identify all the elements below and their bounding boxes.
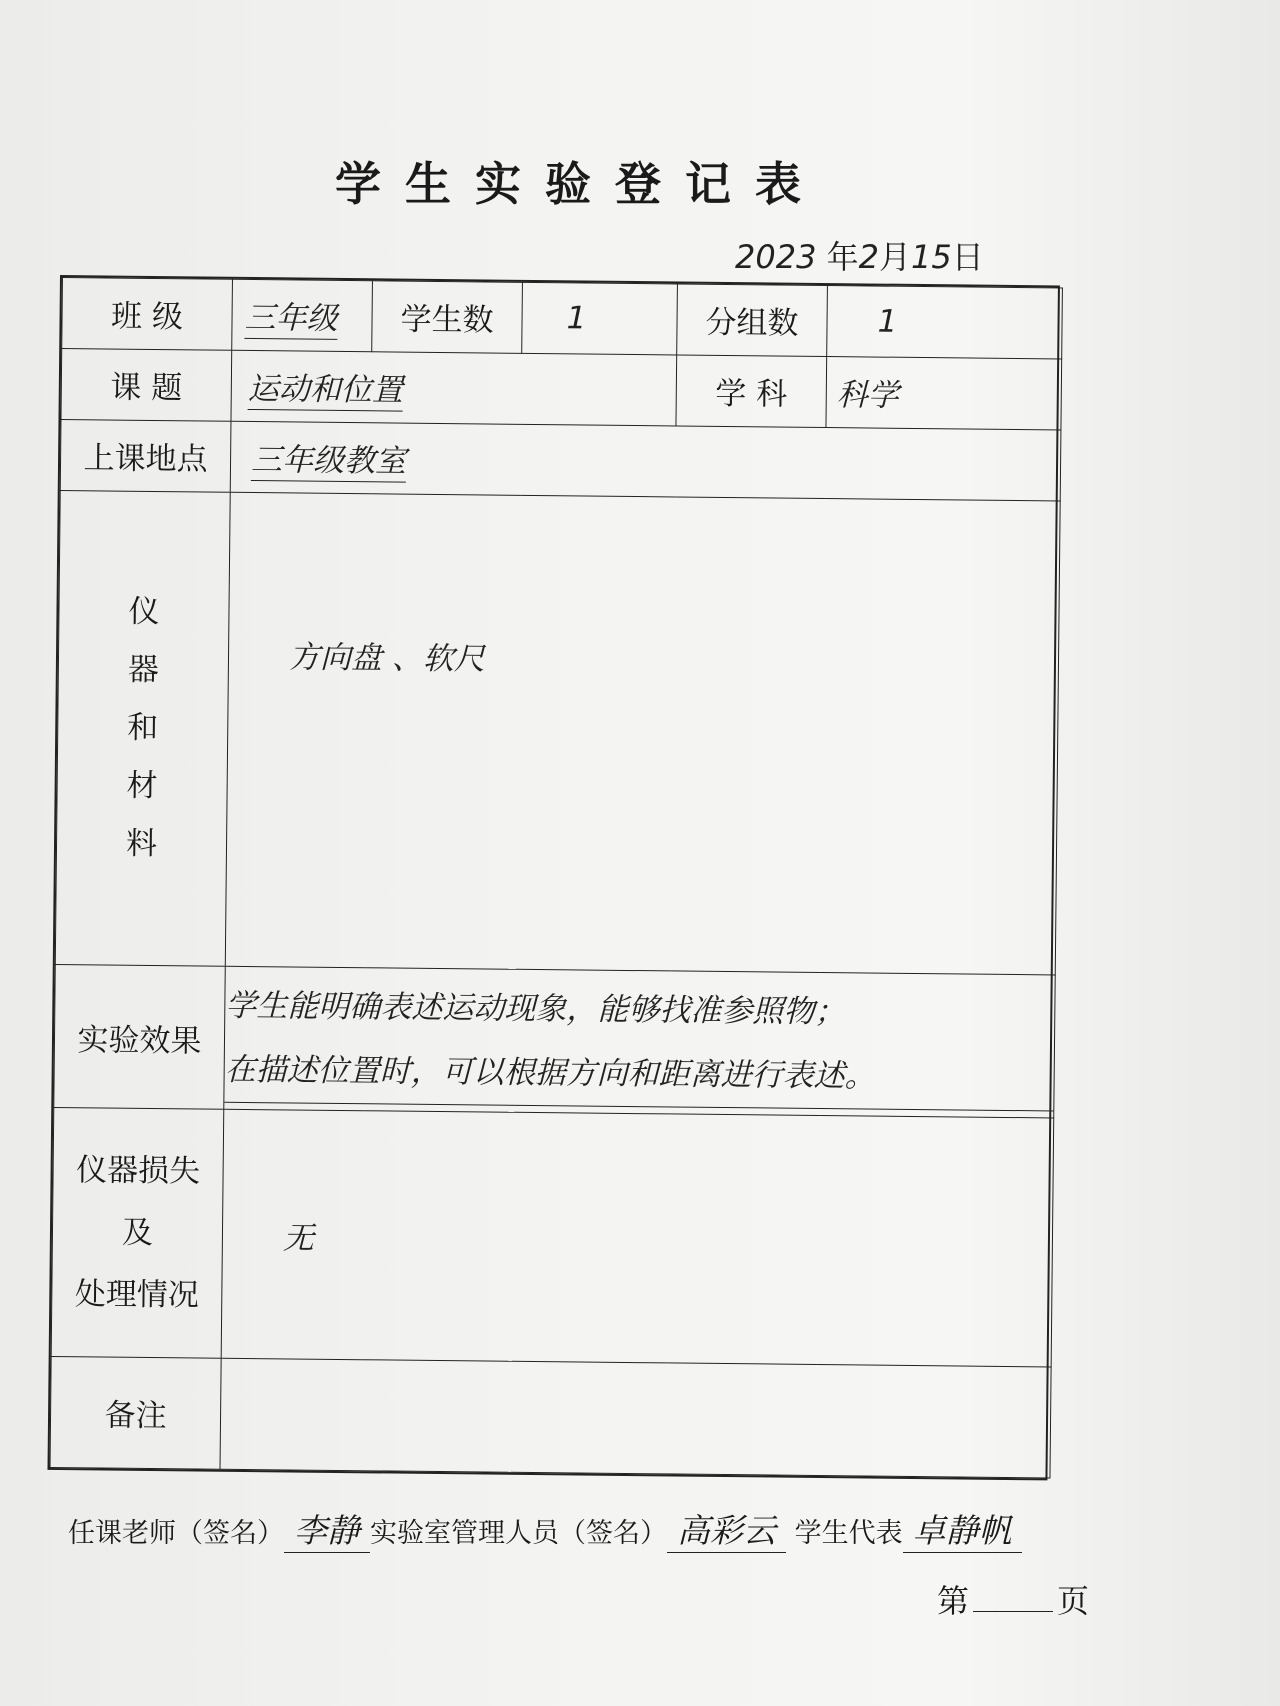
- loss-label-line-1: 仪器损失: [75, 1152, 201, 1190]
- loss-label-line-3: 处理情况: [74, 1276, 200, 1314]
- materials-label-char: 器: [127, 651, 160, 689]
- row-materials: [55, 490, 1060, 974]
- row-class: [62, 278, 1063, 359]
- remarks-value: [220, 1358, 1051, 1478]
- loss-value: 无: [221, 1110, 1054, 1367]
- signature-line: [68, 1505, 1268, 1553]
- subject-value: 科学: [826, 356, 1062, 429]
- class-value: 三年级: [244, 300, 337, 340]
- date-month: 2: [858, 238, 879, 276]
- form-date: [735, 232, 984, 278]
- effect-line-1: 学生能明确表述运动现象，能够找准参照物；: [225, 987, 846, 1030]
- loss-label: [51, 1108, 224, 1358]
- location-value: 三年级教室: [251, 442, 406, 483]
- students-value: 1: [522, 282, 678, 355]
- date-year-suffix: 年: [826, 238, 859, 276]
- materials-label-char: 料: [125, 825, 158, 863]
- topic-label: 课 题: [61, 348, 232, 421]
- date-month-suffix: 月: [878, 238, 911, 276]
- effect-line-2: 在描述位置时，可以根据方向和距离进行表述。: [224, 1037, 1054, 1111]
- lab-admin-label: 实验室管理人员（签名）: [370, 1518, 667, 1549]
- row-effect: [54, 964, 1055, 1118]
- topic-value: 运动和位置: [248, 371, 403, 412]
- materials-label-char: 材: [126, 767, 158, 805]
- student-rep-signature: 卓静帆: [903, 1505, 1022, 1553]
- page-suffix: 页: [1057, 1582, 1090, 1620]
- teacher-label: 任课老师（签名）: [68, 1518, 284, 1549]
- materials-label-char: 和: [127, 709, 159, 747]
- registration-table: [47, 275, 1059, 1480]
- page-number: [937, 1576, 1089, 1622]
- page-prefix: 第: [937, 1582, 970, 1620]
- groups-value: 1: [827, 286, 1063, 359]
- students-label: 学生数: [372, 281, 523, 353]
- date-day-suffix: 日: [951, 238, 984, 276]
- effect-label: 实验效果: [54, 964, 225, 1110]
- class-label: 班 级: [62, 278, 233, 351]
- row-location: [60, 419, 1061, 500]
- form-title: 学生实验登记表: [335, 157, 825, 211]
- subject-label: 学 科: [676, 355, 827, 427]
- materials-label: [55, 490, 230, 966]
- date-day: 15: [911, 238, 952, 276]
- location-label: 上课地点: [60, 419, 231, 492]
- page-number-blank: [973, 1611, 1053, 1612]
- loss-label-line-2: 及: [121, 1214, 154, 1252]
- date-year: 2023: [735, 238, 817, 276]
- materials-value: 方向盘 、软尺: [225, 492, 1060, 975]
- row-topic: [61, 348, 1062, 429]
- student-rep-label: 学生代表: [794, 1518, 903, 1549]
- materials-label-char: 仪: [128, 593, 160, 631]
- row-remarks: [50, 1356, 1051, 1478]
- lab-admin-signature: 高彩云: [667, 1505, 786, 1553]
- remarks-label: 备注: [50, 1356, 221, 1469]
- teacher-signature: 李静: [284, 1505, 370, 1553]
- groups-label: 分组数: [677, 284, 828, 356]
- row-loss: [51, 1108, 1054, 1367]
